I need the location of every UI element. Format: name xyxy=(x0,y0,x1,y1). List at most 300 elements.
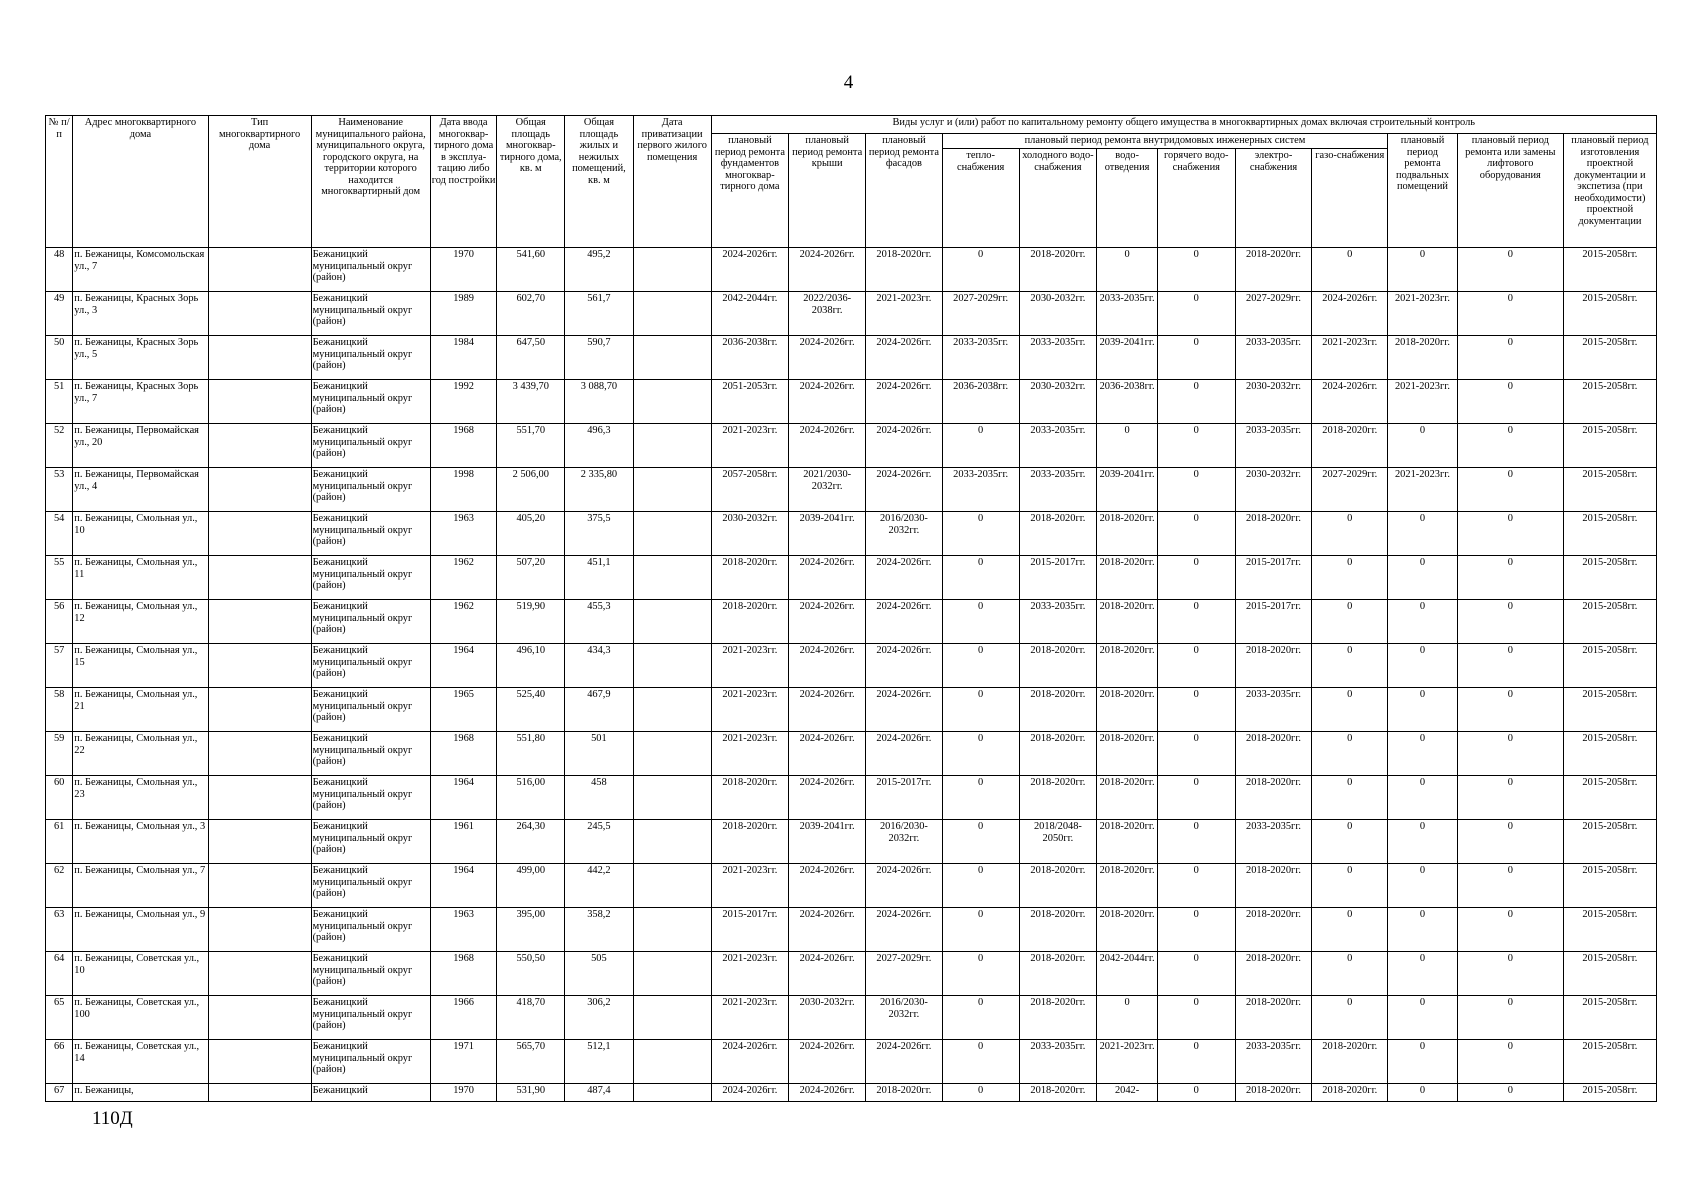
cell-electric: 2030-2032гг. xyxy=(1235,380,1312,424)
cell-basement: 0 xyxy=(1388,820,1458,864)
cell-cold-water: 2018-2020гг. xyxy=(1019,776,1097,820)
cell-heat: 0 xyxy=(942,644,1019,688)
cell-total-area: 264,30 xyxy=(497,820,565,864)
table-row xyxy=(46,424,1657,468)
cell-type xyxy=(208,864,311,908)
cell-cold-water: 2030-2032гг. xyxy=(1019,380,1097,424)
cell-design: 2015-2058гг. xyxy=(1563,644,1656,688)
cell-cold-water: 2018-2020гг. xyxy=(1019,864,1097,908)
cell-address: п. Бежаницы, Красных Зорь ул., 3 xyxy=(73,292,208,336)
cell-type xyxy=(208,952,311,996)
cell-num: 50 xyxy=(46,336,73,380)
cell-facade: 2018-2020гг. xyxy=(866,1084,943,1102)
cell-heat: 0 xyxy=(942,908,1019,952)
cell-hot-water: 0 xyxy=(1157,952,1235,996)
cell-address: п. Бежаницы, Смольная ул., 3 xyxy=(73,820,208,864)
cell-foundation: 2024-2026гг. xyxy=(711,1040,789,1084)
cell-total-area: 2 506,00 xyxy=(497,468,565,512)
cell-type xyxy=(208,424,311,468)
cell-roof: 2024-2026гг. xyxy=(789,732,866,776)
cell-year: 1968 xyxy=(430,732,497,776)
cell-roof: 2024-2026гг. xyxy=(789,908,866,952)
cell-roof: 2024-2026гг. xyxy=(789,864,866,908)
cell-heat: 2033-2035гг. xyxy=(942,468,1019,512)
cell-num: 57 xyxy=(46,644,73,688)
cell-electric: 2018-2020гг. xyxy=(1235,864,1312,908)
header-cold-water: холодного водо-снабжения xyxy=(1019,149,1097,248)
cell-type xyxy=(208,1040,311,1084)
cell-cold-water: 2018/2048-2050гг. xyxy=(1019,820,1097,864)
cell-num: 61 xyxy=(46,820,73,864)
table-row xyxy=(46,380,1657,424)
cell-num: 48 xyxy=(46,248,73,292)
header-foundation: плановый период ремонта фундаментов многоквар-тирного дома xyxy=(711,134,789,248)
cell-heat: 0 xyxy=(942,512,1019,556)
cell-privatization xyxy=(633,732,711,776)
cell-total-area: 551,80 xyxy=(497,732,565,776)
cell-district: Бежаницкий муниципальный округ (район) xyxy=(311,952,430,996)
cell-address: п. Бежаницы, Смольная ул., 22 xyxy=(73,732,208,776)
header-privatization-date: Дата приватизации первого жилого помещения xyxy=(633,116,711,248)
cell-heat: 0 xyxy=(942,1040,1019,1084)
cell-drainage: 0 xyxy=(1097,424,1158,468)
cell-design: 2015-2058гг. xyxy=(1563,468,1656,512)
cell-design: 2015-2058гг. xyxy=(1563,864,1656,908)
cell-district: Бежаницкий муниципальный округ (район) xyxy=(311,1040,430,1084)
cell-year: 1970 xyxy=(430,248,497,292)
cell-foundation: 2057-2058гг. xyxy=(711,468,789,512)
cell-district: Бежаницкий муниципальный округ (район) xyxy=(311,556,430,600)
cell-living-area: 496,3 xyxy=(565,424,634,468)
cell-design: 2015-2058гг. xyxy=(1563,996,1656,1040)
cell-hot-water: 0 xyxy=(1157,556,1235,600)
cell-num: 56 xyxy=(46,600,73,644)
cell-living-area: 375,5 xyxy=(565,512,634,556)
cell-hot-water: 0 xyxy=(1157,1084,1235,1102)
cell-gas: 0 xyxy=(1312,820,1388,864)
cell-total-area: 3 439,70 xyxy=(497,380,565,424)
cell-num: 59 xyxy=(46,732,73,776)
cell-drainage: 2018-2020гг. xyxy=(1097,908,1158,952)
cell-heat: 0 xyxy=(942,864,1019,908)
cell-living-area: 3 088,70 xyxy=(565,380,634,424)
cell-type xyxy=(208,1084,311,1102)
cell-roof: 2024-2026гг. xyxy=(789,248,866,292)
cell-elevator: 0 xyxy=(1457,820,1563,864)
cell-total-area: 531,90 xyxy=(497,1084,565,1102)
cell-electric: 2018-2020гг. xyxy=(1235,644,1312,688)
cell-electric: 2033-2035гг. xyxy=(1235,688,1312,732)
cell-foundation: 2021-2023гг. xyxy=(711,952,789,996)
cell-gas: 0 xyxy=(1312,512,1388,556)
cell-gas: 0 xyxy=(1312,908,1388,952)
cell-gas: 2018-2020гг. xyxy=(1312,1040,1388,1084)
cell-district: Бежаницкий муниципальный округ (район) xyxy=(311,908,430,952)
cell-living-area: 245,5 xyxy=(565,820,634,864)
cell-drainage: 2018-2020гг. xyxy=(1097,776,1158,820)
cell-roof: 2024-2026гг. xyxy=(789,600,866,644)
cell-living-area: 2 335,80 xyxy=(565,468,634,512)
cell-drainage: 2018-2020гг. xyxy=(1097,644,1158,688)
cell-roof: 2024-2026гг. xyxy=(789,688,866,732)
cell-elevator: 0 xyxy=(1457,424,1563,468)
cell-hot-water: 0 xyxy=(1157,908,1235,952)
cell-type xyxy=(208,732,311,776)
header-gas: газо-снабжения xyxy=(1312,149,1388,248)
cell-drainage: 2039-2041гг. xyxy=(1097,468,1158,512)
cell-hot-water: 0 xyxy=(1157,600,1235,644)
cell-design: 2015-2058гг. xyxy=(1563,732,1656,776)
cell-roof: 2024-2026гг. xyxy=(789,336,866,380)
cell-num: 49 xyxy=(46,292,73,336)
cell-privatization xyxy=(633,292,711,336)
cell-basement: 2021-2023гг. xyxy=(1388,468,1458,512)
cell-electric: 2018-2020гг. xyxy=(1235,952,1312,996)
cell-type xyxy=(208,776,311,820)
cell-heat: 0 xyxy=(942,248,1019,292)
cell-type xyxy=(208,600,311,644)
cell-living-area: 458 xyxy=(565,776,634,820)
cell-heat: 0 xyxy=(942,424,1019,468)
header-facade: плановый период ремонта фасадов xyxy=(866,134,943,248)
cell-hot-water: 0 xyxy=(1157,292,1235,336)
cell-year: 1964 xyxy=(430,864,497,908)
cell-total-area: 550,50 xyxy=(497,952,565,996)
cell-facade: 2024-2026гг. xyxy=(866,468,943,512)
cell-year: 1970 xyxy=(430,1084,497,1102)
cell-design: 2015-2058гг. xyxy=(1563,776,1656,820)
cell-address: п. Бежаницы, Красных Зорь ул., 5 xyxy=(73,336,208,380)
cell-year: 1964 xyxy=(430,776,497,820)
cell-basement: 0 xyxy=(1388,864,1458,908)
cell-gas: 0 xyxy=(1312,952,1388,996)
cell-hot-water: 0 xyxy=(1157,688,1235,732)
cell-roof: 2024-2026гг. xyxy=(789,644,866,688)
cell-address: п. Бежаницы, Смольная ул., 15 xyxy=(73,644,208,688)
cell-facade: 2024-2026гг. xyxy=(866,732,943,776)
cell-drainage: 2036-2038гг. xyxy=(1097,380,1158,424)
cell-drainage: 0 xyxy=(1097,248,1158,292)
cell-cold-water: 2015-2017гг. xyxy=(1019,556,1097,600)
cell-num: 60 xyxy=(46,776,73,820)
cell-elevator: 0 xyxy=(1457,996,1563,1040)
cell-privatization xyxy=(633,512,711,556)
cell-foundation: 2024-2026гг. xyxy=(711,1084,789,1102)
cell-year: 1966 xyxy=(430,996,497,1040)
cell-cold-water: 2033-2035гг. xyxy=(1019,424,1097,468)
cell-gas: 2018-2020гг. xyxy=(1312,424,1388,468)
cell-living-area: 495,2 xyxy=(565,248,634,292)
cell-elevator: 0 xyxy=(1457,732,1563,776)
cell-foundation: 2021-2023гг. xyxy=(711,864,789,908)
cell-cold-water: 2018-2020гг. xyxy=(1019,248,1097,292)
cell-living-area: 451,1 xyxy=(565,556,634,600)
header-elevator: плановый период ремонта или замены лифтового оборудования xyxy=(1457,134,1563,248)
cell-hot-water: 0 xyxy=(1157,1040,1235,1084)
table-row xyxy=(46,996,1657,1040)
cell-address: п. Бежаницы, Смольная ул., 7 xyxy=(73,864,208,908)
cell-elevator: 0 xyxy=(1457,908,1563,952)
cell-address: п. Бежаницы, Смольная ул., 23 xyxy=(73,776,208,820)
table-row xyxy=(46,468,1657,512)
cell-year: 1968 xyxy=(430,424,497,468)
cell-electric: 2027-2029гг. xyxy=(1235,292,1312,336)
cell-hot-water: 0 xyxy=(1157,248,1235,292)
cell-gas: 0 xyxy=(1312,556,1388,600)
cell-privatization xyxy=(633,908,711,952)
cell-year: 1998 xyxy=(430,468,497,512)
cell-roof: 2024-2026гг. xyxy=(789,556,866,600)
cell-gas: 2021-2023гг. xyxy=(1312,336,1388,380)
header-roof: плановый период ремонта крыши xyxy=(789,134,866,248)
cell-year: 1962 xyxy=(430,600,497,644)
cell-cold-water: 2033-2035гг. xyxy=(1019,600,1097,644)
cell-foundation: 2021-2023гг. xyxy=(711,732,789,776)
cell-elevator: 0 xyxy=(1457,1084,1563,1102)
cell-cold-water: 2018-2020гг. xyxy=(1019,996,1097,1040)
table-row xyxy=(46,644,1657,688)
cell-living-area: 442,2 xyxy=(565,864,634,908)
cell-basement: 2018-2020гг. xyxy=(1388,336,1458,380)
cell-num: 65 xyxy=(46,996,73,1040)
cell-year: 1961 xyxy=(430,820,497,864)
cell-address: п. Бежаницы, Красных Зорь ул., 7 xyxy=(73,380,208,424)
cell-hot-water: 0 xyxy=(1157,380,1235,424)
cell-heat: 0 xyxy=(942,1084,1019,1102)
cell-type xyxy=(208,248,311,292)
cell-living-area: 487,4 xyxy=(565,1084,634,1102)
cell-num: 63 xyxy=(46,908,73,952)
cell-basement: 0 xyxy=(1388,732,1458,776)
cell-roof: 2022/2036-2038гг. xyxy=(789,292,866,336)
cell-design: 2015-2058гг. xyxy=(1563,1040,1656,1084)
cell-address: п. Бежаницы, xyxy=(73,1084,208,1102)
cell-address: п. Бежаницы, Смольная ул., 21 xyxy=(73,688,208,732)
cell-foundation: 2018-2020гг. xyxy=(711,820,789,864)
cell-elevator: 0 xyxy=(1457,1040,1563,1084)
cell-roof: 2039-2041гг. xyxy=(789,512,866,556)
cell-heat: 0 xyxy=(942,556,1019,600)
cell-drainage: 2018-2020гг. xyxy=(1097,556,1158,600)
cell-roof: 2024-2026гг. xyxy=(789,1084,866,1102)
cell-gas: 2024-2026гг. xyxy=(1312,292,1388,336)
cell-privatization xyxy=(633,556,711,600)
cell-heat: 0 xyxy=(942,952,1019,996)
cell-elevator: 0 xyxy=(1457,468,1563,512)
cell-gas: 0 xyxy=(1312,600,1388,644)
cell-drainage: 2042-2044гг. xyxy=(1097,952,1158,996)
cell-num: 51 xyxy=(46,380,73,424)
cell-drainage: 2021-2023гг. xyxy=(1097,1040,1158,1084)
cell-address: п. Бежаницы, Смольная ул., 12 xyxy=(73,600,208,644)
cell-foundation: 2042-2044гг. xyxy=(711,292,789,336)
cell-privatization xyxy=(633,248,711,292)
cell-district: Бежаницкий муниципальный округ (район) xyxy=(311,292,430,336)
cell-elevator: 0 xyxy=(1457,380,1563,424)
cell-gas: 0 xyxy=(1312,776,1388,820)
cell-district: Бежаницкий муниципальный округ (район) xyxy=(311,776,430,820)
cell-type xyxy=(208,468,311,512)
table-row xyxy=(46,908,1657,952)
cell-gas: 2018-2020гг. xyxy=(1312,1084,1388,1102)
cell-type xyxy=(208,820,311,864)
cell-facade: 2024-2026гг. xyxy=(866,908,943,952)
cell-design: 2015-2058гг. xyxy=(1563,424,1656,468)
cell-district: Бежаницкий муниципальный округ (район) xyxy=(311,644,430,688)
cell-elevator: 0 xyxy=(1457,292,1563,336)
cell-electric: 2018-2020гг. xyxy=(1235,248,1312,292)
cell-address: п. Бежаницы, Смольная ул., 11 xyxy=(73,556,208,600)
cell-living-area: 590,7 xyxy=(565,336,634,380)
header-address: Адрес многоквартирного дома xyxy=(73,116,208,248)
cell-year: 1962 xyxy=(430,556,497,600)
cell-gas: 0 xyxy=(1312,732,1388,776)
cell-roof: 2024-2026гг. xyxy=(789,952,866,996)
cell-drainage: 2018-2020гг. xyxy=(1097,820,1158,864)
table-body xyxy=(46,248,1657,1102)
cell-hot-water: 0 xyxy=(1157,864,1235,908)
cell-elevator: 0 xyxy=(1457,864,1563,908)
cell-cold-water: 2033-2035гг. xyxy=(1019,468,1097,512)
cell-district: Бежаницкий муниципальный округ (район) xyxy=(311,688,430,732)
cell-foundation: 2024-2026гг. xyxy=(711,248,789,292)
cell-facade: 2016/2030-2032гг. xyxy=(866,996,943,1040)
cell-num: 66 xyxy=(46,1040,73,1084)
cell-electric: 2033-2035гг. xyxy=(1235,424,1312,468)
cell-basement: 0 xyxy=(1388,512,1458,556)
cell-design: 2015-2058гг. xyxy=(1563,1084,1656,1102)
cell-district: Бежаницкий муниципальный округ (район) xyxy=(311,468,430,512)
cell-living-area: 512,1 xyxy=(565,1040,634,1084)
cell-privatization xyxy=(633,688,711,732)
page-number: 4 xyxy=(843,72,854,93)
cell-elevator: 0 xyxy=(1457,600,1563,644)
header-type: Тип многоквартирного дома xyxy=(208,116,311,248)
cell-privatization xyxy=(633,644,711,688)
cell-design: 2015-2058гг. xyxy=(1563,512,1656,556)
cell-district: Бежаницкий муниципальный округ (район) xyxy=(311,512,430,556)
cell-drainage: 2042- xyxy=(1097,1084,1158,1102)
cell-cold-water: 2030-2032гг. xyxy=(1019,292,1097,336)
cell-year: 1964 xyxy=(430,644,497,688)
cell-privatization xyxy=(633,996,711,1040)
table-row xyxy=(46,336,1657,380)
header-commission-date: Дата ввода многоквар-тирного дома в эксплуа-тацию либо год постройки xyxy=(430,116,497,248)
cell-num: 54 xyxy=(46,512,73,556)
header-services-group: Виды услуг и (или) работ по капитальному ремонту общего имущества в многоквартирных домах включая строительный контроль xyxy=(711,116,1656,134)
table-row xyxy=(46,688,1657,732)
cell-num: 64 xyxy=(46,952,73,996)
cell-address: п. Бежаницы, Комсомольская ул., 7 xyxy=(73,248,208,292)
cell-address: п. Бежаницы, Смольная ул., 10 xyxy=(73,512,208,556)
cell-design: 2015-2058гг. xyxy=(1563,556,1656,600)
cell-electric: 2018-2020гг. xyxy=(1235,1084,1312,1102)
cell-num: 62 xyxy=(46,864,73,908)
cell-facade: 2016/2030-2032гг. xyxy=(866,512,943,556)
cell-living-area: 455,3 xyxy=(565,600,634,644)
cell-foundation: 2051-2053гг. xyxy=(711,380,789,424)
cell-type xyxy=(208,996,311,1040)
cell-roof: 2024-2026гг. xyxy=(789,380,866,424)
cell-heat: 0 xyxy=(942,996,1019,1040)
cell-electric: 2033-2035гг. xyxy=(1235,336,1312,380)
cell-elevator: 0 xyxy=(1457,336,1563,380)
cell-type xyxy=(208,336,311,380)
cell-roof: 2039-2041гг. xyxy=(789,820,866,864)
cell-cold-water: 2033-2035гг. xyxy=(1019,1040,1097,1084)
cell-electric: 2018-2020гг. xyxy=(1235,512,1312,556)
table-row xyxy=(46,776,1657,820)
cell-cold-water: 2018-2020гг. xyxy=(1019,908,1097,952)
cell-facade: 2016/2030-2032гг. xyxy=(866,820,943,864)
capital-repair-table xyxy=(45,115,1657,1102)
cell-hot-water: 0 xyxy=(1157,732,1235,776)
cell-total-area: 541,60 xyxy=(497,248,565,292)
cell-heat: 2033-2035гг. xyxy=(942,336,1019,380)
cell-cold-water: 2018-2020гг. xyxy=(1019,688,1097,732)
table-row xyxy=(46,952,1657,996)
cell-privatization xyxy=(633,952,711,996)
cell-living-area: 434,3 xyxy=(565,644,634,688)
cell-electric: 2030-2032гг. xyxy=(1235,468,1312,512)
cell-district: Бежаницкий муниципальный округ (район) xyxy=(311,336,430,380)
cell-total-area: 418,70 xyxy=(497,996,565,1040)
cell-facade: 2024-2026гг. xyxy=(866,336,943,380)
cell-electric: 2015-2017гг. xyxy=(1235,600,1312,644)
cell-hot-water: 0 xyxy=(1157,512,1235,556)
cell-basement: 0 xyxy=(1388,688,1458,732)
cell-gas: 0 xyxy=(1312,248,1388,292)
cell-district: Бежаницкий муниципальный округ (район) xyxy=(311,864,430,908)
cell-facade: 2024-2026гг. xyxy=(866,556,943,600)
cell-electric: 2033-2035гг. xyxy=(1235,820,1312,864)
header-living-area: Общая площадь жилых и нежилых помещений, кв. м xyxy=(565,116,634,248)
cell-type xyxy=(208,292,311,336)
cell-drainage: 2018-2020гг. xyxy=(1097,688,1158,732)
cell-electric: 2018-2020гг. xyxy=(1235,996,1312,1040)
header-heat: тепло-снабжения xyxy=(942,149,1019,248)
cell-foundation: 2021-2023гг. xyxy=(711,644,789,688)
cell-privatization xyxy=(633,380,711,424)
cell-design: 2015-2058гг. xyxy=(1563,600,1656,644)
cell-foundation: 2036-2038гг. xyxy=(711,336,789,380)
cell-heat: 2027-2029гг. xyxy=(942,292,1019,336)
cell-basement: 0 xyxy=(1388,248,1458,292)
cell-gas: 0 xyxy=(1312,996,1388,1040)
cell-basement: 0 xyxy=(1388,424,1458,468)
header-drainage: водо-отведения xyxy=(1097,149,1158,248)
cell-heat: 0 xyxy=(942,688,1019,732)
cell-heat: 0 xyxy=(942,776,1019,820)
cell-year: 1992 xyxy=(430,380,497,424)
cell-total-area: 525,40 xyxy=(497,688,565,732)
cell-district: Бежаницкий муниципальный округ (район) xyxy=(311,996,430,1040)
cell-facade: 2018-2020гг. xyxy=(866,248,943,292)
cell-living-area: 505 xyxy=(565,952,634,996)
cell-total-area: 499,00 xyxy=(497,864,565,908)
cell-privatization xyxy=(633,864,711,908)
cell-elevator: 0 xyxy=(1457,248,1563,292)
cell-year: 1963 xyxy=(430,908,497,952)
cell-gas: 2027-2029гг. xyxy=(1312,468,1388,512)
cell-design: 2015-2058гг. xyxy=(1563,336,1656,380)
cell-total-area: 496,10 xyxy=(497,644,565,688)
cell-roof: 2024-2026гг. xyxy=(789,776,866,820)
cell-district: Бежаницкий муниципальный округ (район) xyxy=(311,248,430,292)
cell-district: Бежаницкий муниципальный округ (район) xyxy=(311,424,430,468)
cell-type xyxy=(208,908,311,952)
cell-total-area: 565,70 xyxy=(497,1040,565,1084)
